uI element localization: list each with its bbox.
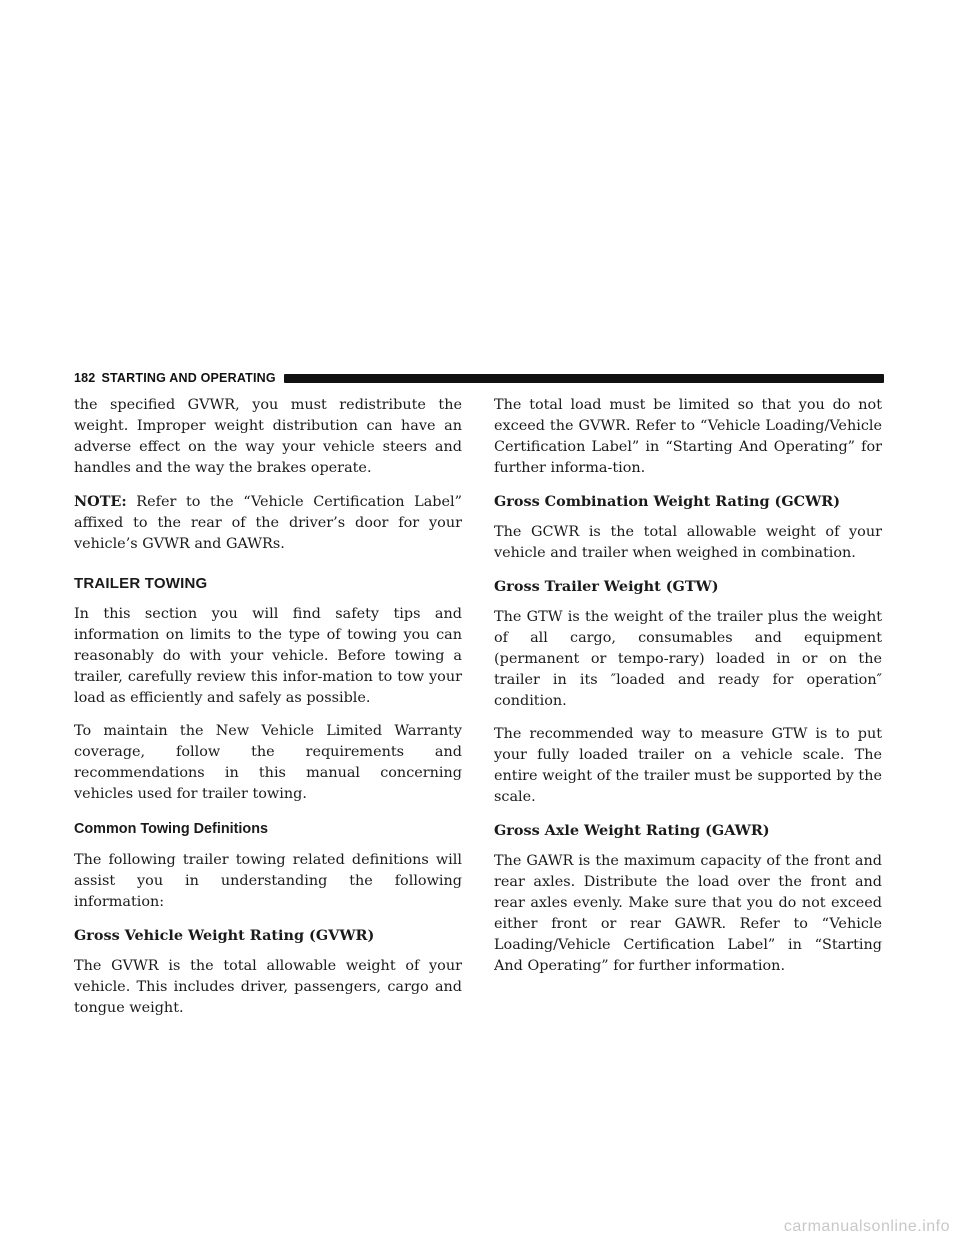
heading-gvwr: Gross Vehicle Weight Rating (GVWR) — [74, 927, 375, 944]
paragraph-gcwr: The GCWR is the total allowable weight of your vehicle and trailer when weighed in combination. — [494, 524, 882, 561]
watermark: carmanualsonline.info — [783, 1218, 950, 1235]
page-header — [74, 369, 884, 387]
paragraph-common-definitions: The following trailer towing related definitions will assist you in understanding the following information: — [74, 852, 462, 910]
page-number: 182 — [74, 371, 96, 385]
note-paragraph — [74, 491, 462, 555]
paragraph-measure-gtw: The recommended way to measure GTW is to put your fully loaded trailer on a vehicle scale. The entire weight of the trailer must be supported by the scale. — [494, 726, 882, 805]
heading-gtw: Gross Trailer Weight (GTW) — [494, 578, 719, 595]
left-column — [74, 395, 462, 1031]
paragraph-gawr: The GAWR is the maximum capacity of the front and rear axles. Distribute the load over the front and rear axles evenly. Make sure that you do not exceed either front or rear GAWR. Refer to “Vehicle Loading/Vehicle Certification Label” in “Starting And Operating” for further information. — [494, 853, 882, 974]
note-text: Refer to the “Vehicle Certification Label” affixed to the rear of the driver’s door for your vehicle’s GVWR and GAWRs. — [74, 494, 462, 552]
heading-trailer-towing: TRAILER TOWING — [74, 575, 208, 592]
paragraph-gtw: The GTW is the weight of the trailer plus the weight of all cargo, consumables and equipment (permanent or tempo-rary) loaded in or on the trailer in its ″loaded and ready for operation″ condition. — [494, 609, 882, 709]
paragraph-gvwr: The GVWR is the total allowable weight of your vehicle. This includes driver, passengers, cargo and tongue weight. — [74, 958, 462, 1016]
heading-gcwr: Gross Combination Weight Rating (GCWR) — [494, 493, 840, 510]
heading-gawr: Gross Axle Weight Rating (GAWR) — [494, 822, 770, 839]
section-title: STARTING AND OPERATING — [101, 371, 276, 385]
header-rule — [284, 374, 884, 383]
note-label: NOTE: — [74, 493, 127, 510]
heading-common-definitions: Common Towing Definitions — [74, 821, 268, 837]
paragraph-warranty: To maintain the New Vehicle Limited Warranty coverage, follow the requirements and recommendations in this manual concerning vehicles used for trailer towing. — [74, 723, 462, 802]
paragraph-gvwr-redistribute: the specified GVWR, you must redistribute the weight. Improper weight distribution can have an adverse effect on the way your vehicle steers and handles and the way the brakes operate. — [74, 397, 462, 476]
paragraph-total-load: The total load must be limited so that you do not exceed the GVWR. Refer to “Vehicle Loading/Vehicle Certification Label” in “Starting And Operating” for further informa-tion. — [494, 397, 882, 476]
paragraph-trailer-intro: In this section you will find safety tips and information on limits to the type of towing you can reasonably do with your vehicle. Before towing a trailer, carefully review this infor-mation to tow your load as efficiently and safely as possible. — [74, 606, 462, 706]
right-column — [494, 395, 882, 989]
